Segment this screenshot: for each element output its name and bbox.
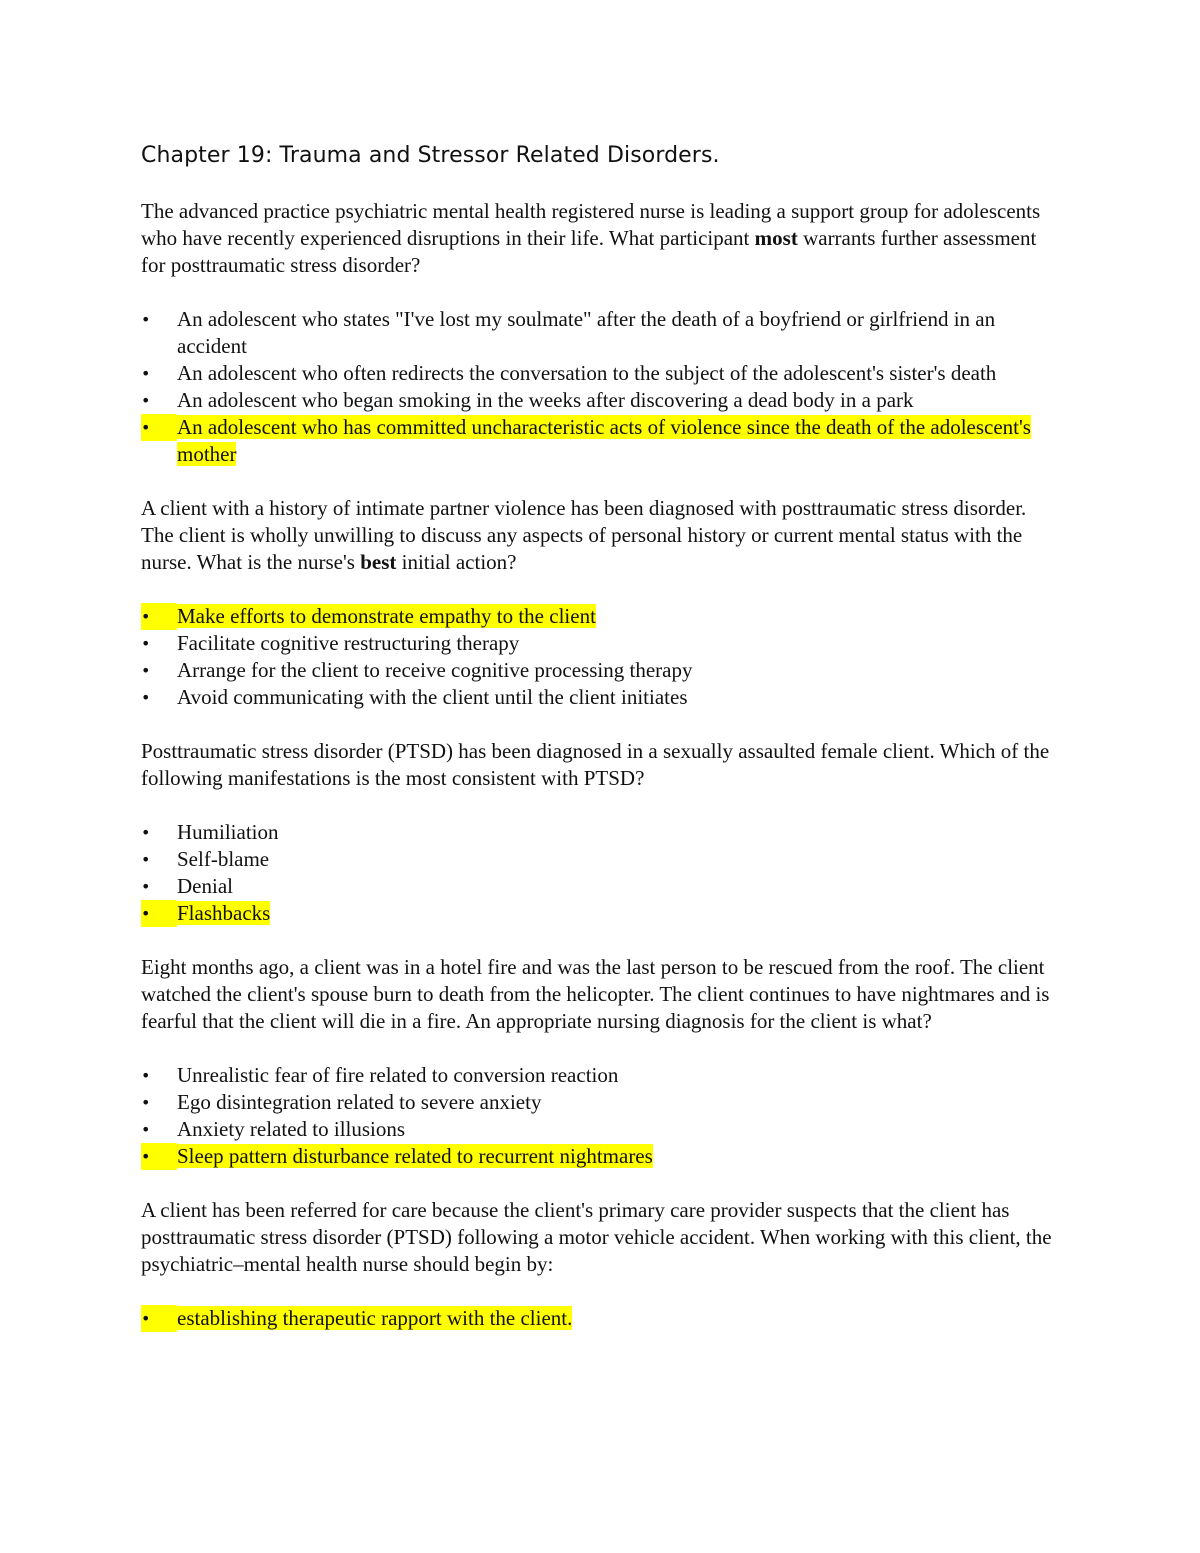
answer-options bbox=[141, 819, 1061, 927]
answer-option bbox=[107, 657, 1055, 684]
answer-option-text: Unrealistic fear of fire related to conversion reaction bbox=[177, 1063, 619, 1087]
question-list bbox=[141, 198, 1061, 1332]
answer-option-text: Denial bbox=[177, 874, 233, 898]
answer-option bbox=[107, 387, 1055, 414]
question-stem-text: The advanced practice psychiatric mental health registered nurse is leading a support group for adolescents who have recently experienced disruptions in their life. What participant bbox=[141, 199, 1041, 250]
chapter-title: Chapter 19: Trauma and Stressor Related Disorders. bbox=[141, 143, 720, 168]
answer-option-highlighted bbox=[107, 900, 1055, 927]
question-stem bbox=[141, 738, 1061, 792]
answer-option-text: Avoid communicating with the client until the client initiates bbox=[177, 685, 688, 709]
bullet-icon: • bbox=[141, 688, 151, 707]
answer-option bbox=[107, 630, 1055, 657]
bullet-icon: • bbox=[141, 603, 177, 630]
answer-option-text: Ego disintegration related to severe anxiety bbox=[177, 1090, 542, 1114]
answer-option-text: Make efforts to demonstrate empathy to the client bbox=[177, 604, 596, 628]
question-stem-text: Eight months ago, a client was in a hotel fire and was the last person to be rescued from the roof. The client watched the client's spouse burn to death from the helicopter. The client continues to have nightmares and is fearful that the client will die in a fire. An appropriate nursing diagnosis for the client is what? bbox=[141, 955, 1050, 1033]
question-stem-text: warrants further assessment for posttraumatic stress disorder? bbox=[141, 226, 1037, 277]
answer-option-highlighted bbox=[107, 414, 1055, 468]
question-stem bbox=[141, 495, 1061, 576]
answer-option-text: Humiliation bbox=[177, 820, 279, 844]
question-stem-text: Posttraumatic stress disorder (PTSD) has been diagnosed in a sexually assaulted female client. Which of the following manifestations is the most consistent with PTSD? bbox=[141, 739, 1050, 790]
answer-options bbox=[141, 603, 1061, 711]
bullet-icon: • bbox=[141, 364, 151, 383]
answer-option-text: An adolescent who often redirects the conversation to the subject of the adolescent's sister's death bbox=[177, 361, 997, 385]
answer-option bbox=[107, 360, 1055, 387]
bullet-icon: • bbox=[141, 1066, 151, 1085]
answer-option-text: Self-blame bbox=[177, 847, 270, 871]
answer-option-highlighted bbox=[107, 1305, 1055, 1332]
bullet-icon: • bbox=[141, 391, 151, 410]
document-content bbox=[141, 140, 1061, 1359]
answer-option-highlighted bbox=[107, 603, 1055, 630]
answer-option-text: Sleep pattern disturbance related to recurrent nightmares bbox=[177, 1144, 653, 1168]
answer-option bbox=[107, 1116, 1055, 1143]
answer-option-text: An adolescent who began smoking in the weeks after discovering a dead body in a park bbox=[177, 388, 914, 412]
answer-option-text: An adolescent who states "I've lost my soulmate" after the death of a boyfriend or girlfriend in an accident bbox=[177, 307, 996, 358]
question-stem-text: A client has been referred for care because the client's primary care provider suspects that the client has posttraumatic stress disorder (PTSD) following a motor vehicle accident. When working with this client, the psychiatric–mental health nurse should begin by: bbox=[141, 1198, 1052, 1276]
bullet-icon: • bbox=[141, 900, 177, 927]
answer-option-text: Anxiety related to illusions bbox=[177, 1117, 406, 1141]
bullet-icon: • bbox=[141, 414, 177, 441]
bullet-icon: • bbox=[141, 1120, 151, 1139]
question-stem-text: A client with a history of intimate partner violence has been diagnosed with posttraumatic stress disorder. The client is wholly unwilling to discuss any aspects of personal history or current mental status with the nurse. What is the nurse's bbox=[141, 496, 1027, 574]
answer-option bbox=[107, 684, 1055, 711]
bullet-icon: • bbox=[141, 877, 151, 896]
answer-option bbox=[107, 873, 1055, 900]
bullet-icon: • bbox=[141, 1305, 177, 1332]
answer-option bbox=[107, 306, 1055, 360]
answer-option-text: An adolescent who has committed uncharacteristic acts of violence since the death of the adolescent's mother bbox=[177, 415, 1031, 466]
question-stem bbox=[141, 1197, 1061, 1278]
question-stem bbox=[141, 954, 1061, 1035]
answer-option bbox=[107, 819, 1055, 846]
answer-option bbox=[107, 1062, 1055, 1089]
question-stem bbox=[141, 198, 1061, 279]
bullet-icon: • bbox=[141, 823, 151, 842]
answer-option bbox=[107, 846, 1055, 873]
answer-option-text: establishing therapeutic rapport with the client. bbox=[177, 1306, 573, 1330]
bullet-icon: • bbox=[141, 850, 151, 869]
bullet-icon: • bbox=[141, 634, 151, 653]
answer-option-text: Facilitate cognitive restructuring therapy bbox=[177, 631, 520, 655]
question-stem-text: initial action? bbox=[396, 550, 517, 574]
bullet-icon: • bbox=[141, 1093, 151, 1112]
answer-option-highlighted bbox=[107, 1143, 1055, 1170]
bullet-icon: • bbox=[141, 310, 151, 329]
answer-options bbox=[141, 306, 1061, 468]
question-emphasis: most bbox=[754, 226, 798, 250]
question-emphasis: best bbox=[360, 550, 397, 574]
bullet-icon: • bbox=[141, 1143, 177, 1170]
answer-option-text: Arrange for the client to receive cognitive processing therapy bbox=[177, 658, 693, 682]
answer-options bbox=[141, 1062, 1061, 1170]
answer-options bbox=[141, 1305, 1061, 1332]
bullet-icon: • bbox=[141, 661, 151, 680]
answer-option bbox=[107, 1089, 1055, 1116]
answer-option-text: Flashbacks bbox=[177, 901, 271, 925]
